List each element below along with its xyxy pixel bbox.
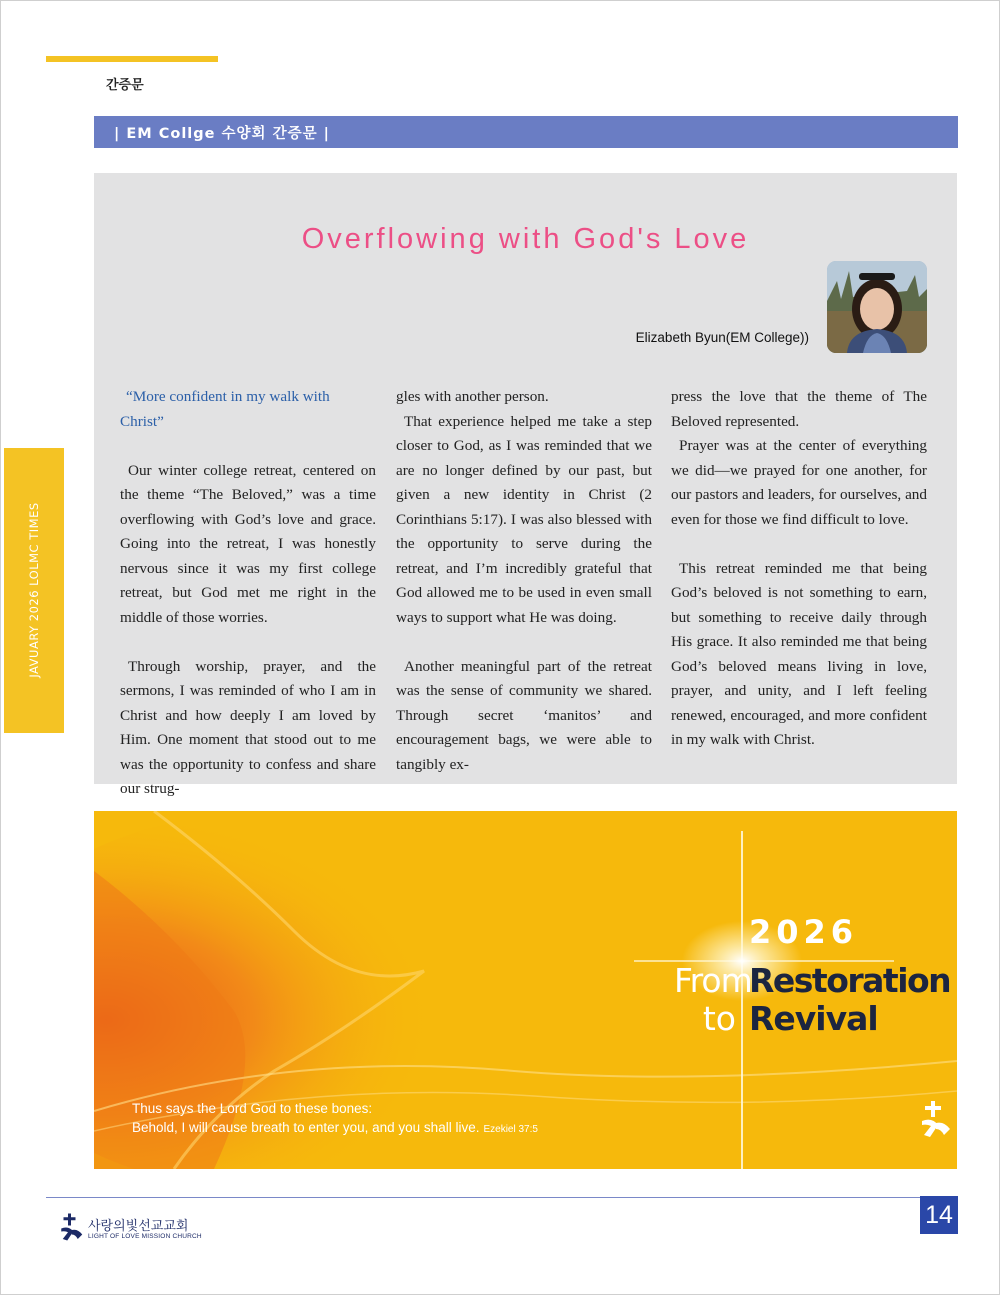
- banner-verse-ref: Ezekiel 37:5: [483, 1124, 538, 1135]
- paragraph: Another meaningful part of the retreat was the sense of community we shared. Through secret ‘manitos’ and encouragement bags, we were able to tangibly ex-: [396, 657, 652, 773]
- article-column-2: [396, 385, 652, 777]
- side-tab-label: JAVUARY 2026 LOLMC TIMES: [27, 502, 41, 678]
- article-column-3: [671, 385, 927, 753]
- top-accent-bar: [46, 56, 218, 62]
- paragraph: Our winter college retreat, centered on the theme “The Beloved,” was a time overflowing with God’s love and grace. Going into the retreat, I was honestly nervous since it was my first college retreat, but God met me right in the middle of those worries.: [120, 461, 376, 626]
- page-number: 14: [920, 1196, 958, 1234]
- side-tab: [4, 448, 64, 733]
- church-logo-icon: [58, 1212, 84, 1242]
- author-byline: Elizabeth Byun(EM College)): [635, 330, 809, 345]
- article-box: [94, 173, 957, 797]
- header-band: [94, 116, 958, 148]
- theme-banner: [94, 811, 957, 1169]
- paragraph: press the love that the theme of The Beloved represented.: [671, 388, 927, 430]
- banner-year: 2026: [749, 913, 859, 951]
- footer-rule: [46, 1197, 920, 1198]
- footer-church-english: LIGHT OF LOVE MISSION CHURCH: [88, 1233, 202, 1240]
- article-title: Overflowing with God's Love: [301, 223, 750, 255]
- article-column-1: [120, 385, 376, 802]
- banner-verse-text: Behold, I will cause breath to enter you, and you shall live.: [132, 1120, 480, 1135]
- church-logo-icon: [918, 1099, 952, 1139]
- header-band-label: | EM Collge 수양회 간증문 |: [114, 126, 330, 142]
- banner-verse-line1: Thus says the Lord God to these bones:: [132, 1101, 373, 1116]
- paragraph: This retreat reminded me that being God’s beloved is not something to earn, but something to receive daily through His grace. It also reminded me that being God’s beloved means living in love, prayer, and unity, and I left feeling renewed, encouraged, and more confident in my walk with Christ.: [671, 559, 927, 748]
- banner-verse-line2: [132, 1120, 538, 1135]
- pull-quote: “More confident in my walk with Christ”: [120, 388, 330, 430]
- paragraph: Through worship, prayer, and the sermons, I was reminded of who I am in Christ and how deeply I am loved by Him. One moment that stood out to me was the opportunity to confess and share our strug-: [120, 657, 376, 797]
- banner-to: to: [702, 999, 736, 1038]
- section-label: 간증문: [106, 78, 144, 93]
- footer-church-name: 사랑의빛선교교회: [88, 1219, 189, 1234]
- banner-restoration: Restoration: [749, 961, 951, 1000]
- banner-from: From: [674, 961, 752, 1000]
- paragraph: gles with another person.: [396, 388, 549, 405]
- author-photo: [827, 261, 927, 353]
- paragraph: That experience helped me take a step closer to God, as I was reminded that we are no longer defined by our past, but given a new identity in Christ (2 Corinthians 5:17). I was also blessed with the opportunity to serve during the retreat, and I’m incredibly grateful that God allowed me to be used in even small ways to support what He was doing.: [396, 412, 652, 626]
- paragraph: Prayer was at the center of everything we did—we prayed for one another, for our pastors and leaders, for ourselves, and even for those we find difficult to love.: [671, 437, 927, 528]
- banner-revival: Revival: [749, 999, 878, 1038]
